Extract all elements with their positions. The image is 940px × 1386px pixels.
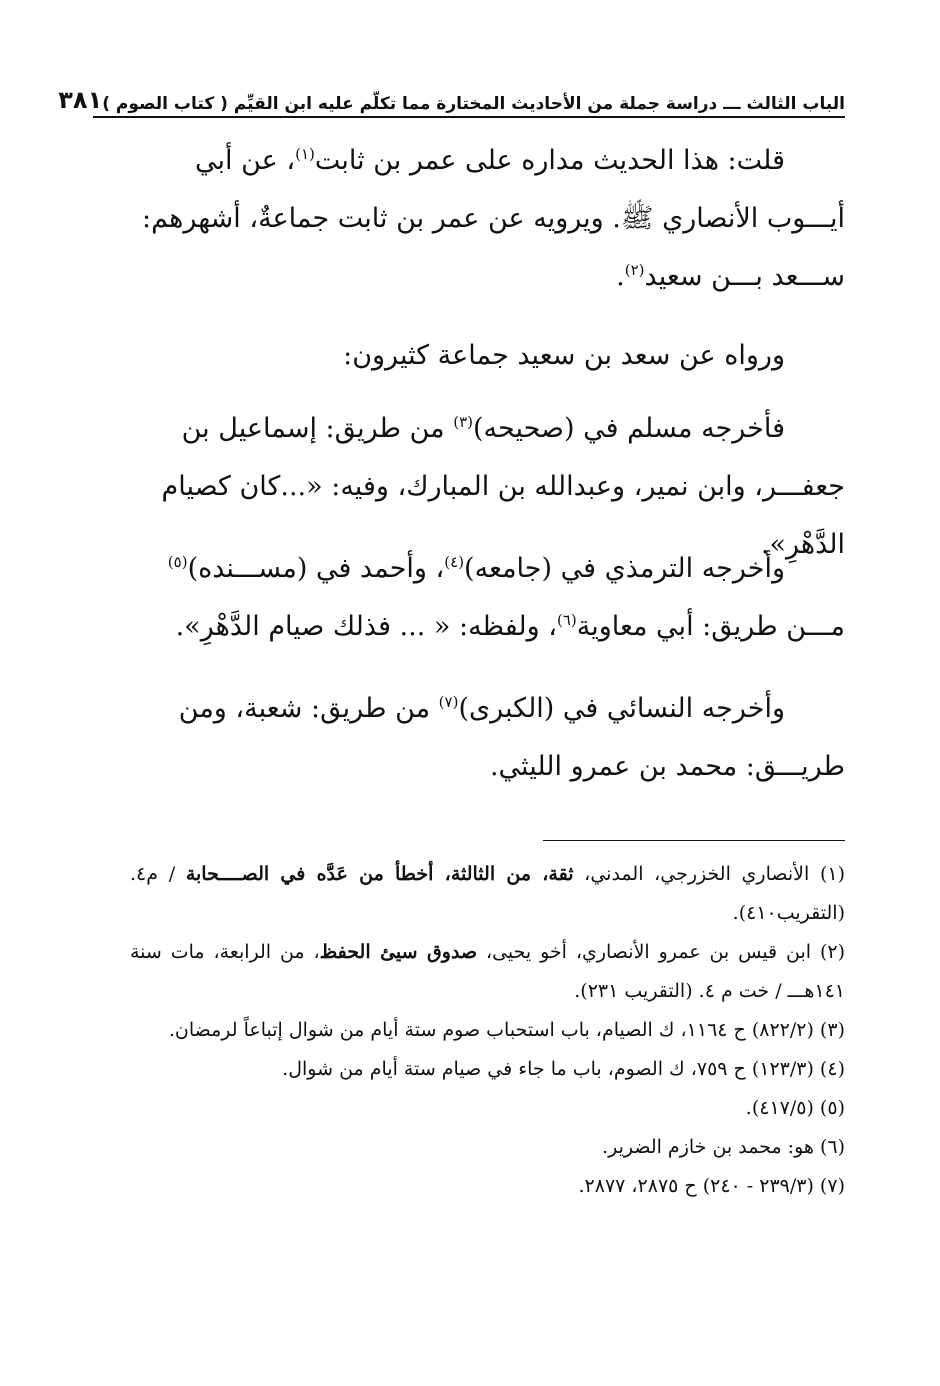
paragraph-text: من طريق: إسماعيل بن جعفـــر، وابن نمير، وعبدالله بن المبارك، وفيه: «...كان كصيام الدَّهْرِ». xyxy=(161,413,845,560)
paragraph-text: وأخرجه النسائي في (الكبرى) xyxy=(458,693,785,724)
footnote-text: ، من الرابعة، مات سنة ١٤١هـــ / خت م ٤. (التقريب ٢٣١). xyxy=(130,941,845,1002)
footnote-separator xyxy=(543,840,845,841)
footnote-ref[interactable]: (١) xyxy=(295,145,315,163)
footnote-4: (٤) (١٢٣/٣) ح ٧٥٩، ك الصوم، باب ما جاء في صيام ستة أيام من شوال. xyxy=(282,1058,845,1080)
footnote-ref[interactable]: (٤) xyxy=(444,553,465,571)
paragraph-text: ورواه عن سعد بن سعيد جماعة كثيرون: xyxy=(343,340,785,371)
footnote-ref[interactable]: (٣) xyxy=(453,413,474,431)
footnote-bold-text: صدوق سيئ الحفظ xyxy=(319,941,478,963)
paragraph-text: ، ولفظه: « ... فذلك صيام الدَّهْرِ». xyxy=(175,611,557,642)
footnotes xyxy=(130,855,845,1206)
paragraph-1 xyxy=(130,132,845,306)
footnote-bold-text: ثقة، من الثالثة، أخطأ من عَدَّه في الصــــحابة xyxy=(185,863,574,885)
paragraph-text: قلت: هذا الحديث مداره على عمر بن ثابت xyxy=(314,145,785,176)
paragraph-text: مـــن طريق: أبي معاوية xyxy=(576,611,845,642)
footnote-7: (٧) (٢٣٩/٣ - ٢٤٠) ح ٢٨٧٥، ٢٨٧٧. xyxy=(578,1175,845,1197)
paragraph-text: وأخرجه الترمذي في (جامعه) xyxy=(464,553,785,584)
footnote-6: (٦) هو: محمد بن خازم الضرير. xyxy=(602,1136,845,1158)
footnote-text: (١) الأنصاري الخزرجي، المدني، xyxy=(573,863,846,885)
paragraph-text: من طريق: شعبة، ومن طريـــق: محمد بن عمرو الليثي. xyxy=(178,693,845,782)
running-header xyxy=(58,84,845,118)
footnote-ref[interactable]: (٧) xyxy=(438,693,459,711)
footnote-2 xyxy=(130,933,845,1011)
footnote-text: (٢) ابن قيس بن عمرو الأنصاري، أخو يحيى، xyxy=(477,941,845,963)
paragraph-text: ، وأحمد في (مســـنده) xyxy=(187,553,445,584)
paragraph-4 xyxy=(130,540,845,656)
paragraph-5 xyxy=(130,680,845,796)
footnote-ref[interactable]: (٦) xyxy=(556,611,577,629)
footnote-ref[interactable]: (٢) xyxy=(624,261,645,279)
footnote-1 xyxy=(130,855,845,933)
page-number: ٣٨١ xyxy=(58,86,103,114)
paragraph-text: فأخرجه مسلم في (صحيحه) xyxy=(473,413,785,444)
paragraph-text: ، عن أبي أيـــوب الأنصاري ﷺ. ويرويه عن عمر بن ثابت جماعةٌ، أشهرهم: ســـعد بـــن سعيد xyxy=(142,145,845,292)
footnote-5: (٥) (٤١٧/٥). xyxy=(745,1097,845,1119)
footnote-text: / م٤. (التقريب٤١٠). xyxy=(130,863,845,924)
footnote-3: (٣) (٨٢٢/٢) ح ١١٦٤، ك الصيام، باب استحباب صوم ستة أيام من شوال إتباعاً لرمضان. xyxy=(168,1019,845,1041)
paragraph-text: . xyxy=(616,261,625,292)
header-title: الباب الثالث ـــ دراسة جملة من الأحاديث المختارة مما تكلّم عليه ابن القيِّم ( كتاب الصوم ) xyxy=(102,94,845,114)
footnote-ref[interactable]: (٥) xyxy=(167,553,188,571)
paragraph-2 xyxy=(130,327,845,385)
